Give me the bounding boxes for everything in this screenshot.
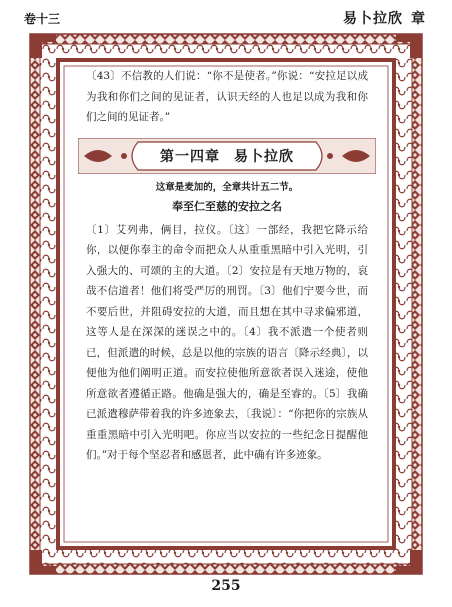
- chapter-number: 第一四章: [160, 148, 220, 165]
- chapter-title: [78, 147, 376, 168]
- basmala: 奉至仁至慈的安拉之名: [172, 199, 282, 213]
- chapter-note: 这章是麦加的，全章共计五二节。: [155, 181, 299, 193]
- previous-verse: 〔43〕不信教的人们说：“你不是使者。”你说：“安拉足以成为我和你们之间的见证者，认识天经的人也足以成为我和你们之间的见证者。”: [86, 70, 368, 123]
- volume-label: 卷十三: [24, 12, 61, 26]
- page-number: 255: [211, 578, 241, 594]
- surah-name: 易卜拉欣: [343, 11, 403, 27]
- chapter-verses: 〔1〕艾列弗，俩目，拉仪。〔这〕一部经，我把它降示给你，以便你奉主的命令而把众人从重重黑暗中引入光明，引入强大的、可颂的主的大道。〔2〕安拉是有天地万物的，哀哉不信道者！他们将受严厉的刑罚。〔3〕他们宁要今世，而不要后世，并阻碍安拉的大道，而且想在其中寻求偏邪道，这等人是在深深的迷误之中的。〔4〕我不派遣一个使者则已，但派遣的时候，总是以他的宗族的语言〔降示经典〕，以便他为他们阐明正道。而安拉使他所意欲者误入迷途，使他所意欲者遵循正路。他确是强大的，确是至睿的。〔5〕我确已派遣穆萨带着我的许多迹象去，〔我说〕：“你把你的宗族从重重黑暗中引入光明吧。你应当以安拉的一些纪念日提醒他们。”对于每个坚忍者和感恩者，此中确有许多迹象。: [86, 223, 368, 461]
- chapter-banner: [78, 138, 376, 174]
- chapter-word: 章: [411, 11, 426, 27]
- text-area: [86, 66, 368, 466]
- chapter-name: 易卜拉欣: [234, 148, 294, 165]
